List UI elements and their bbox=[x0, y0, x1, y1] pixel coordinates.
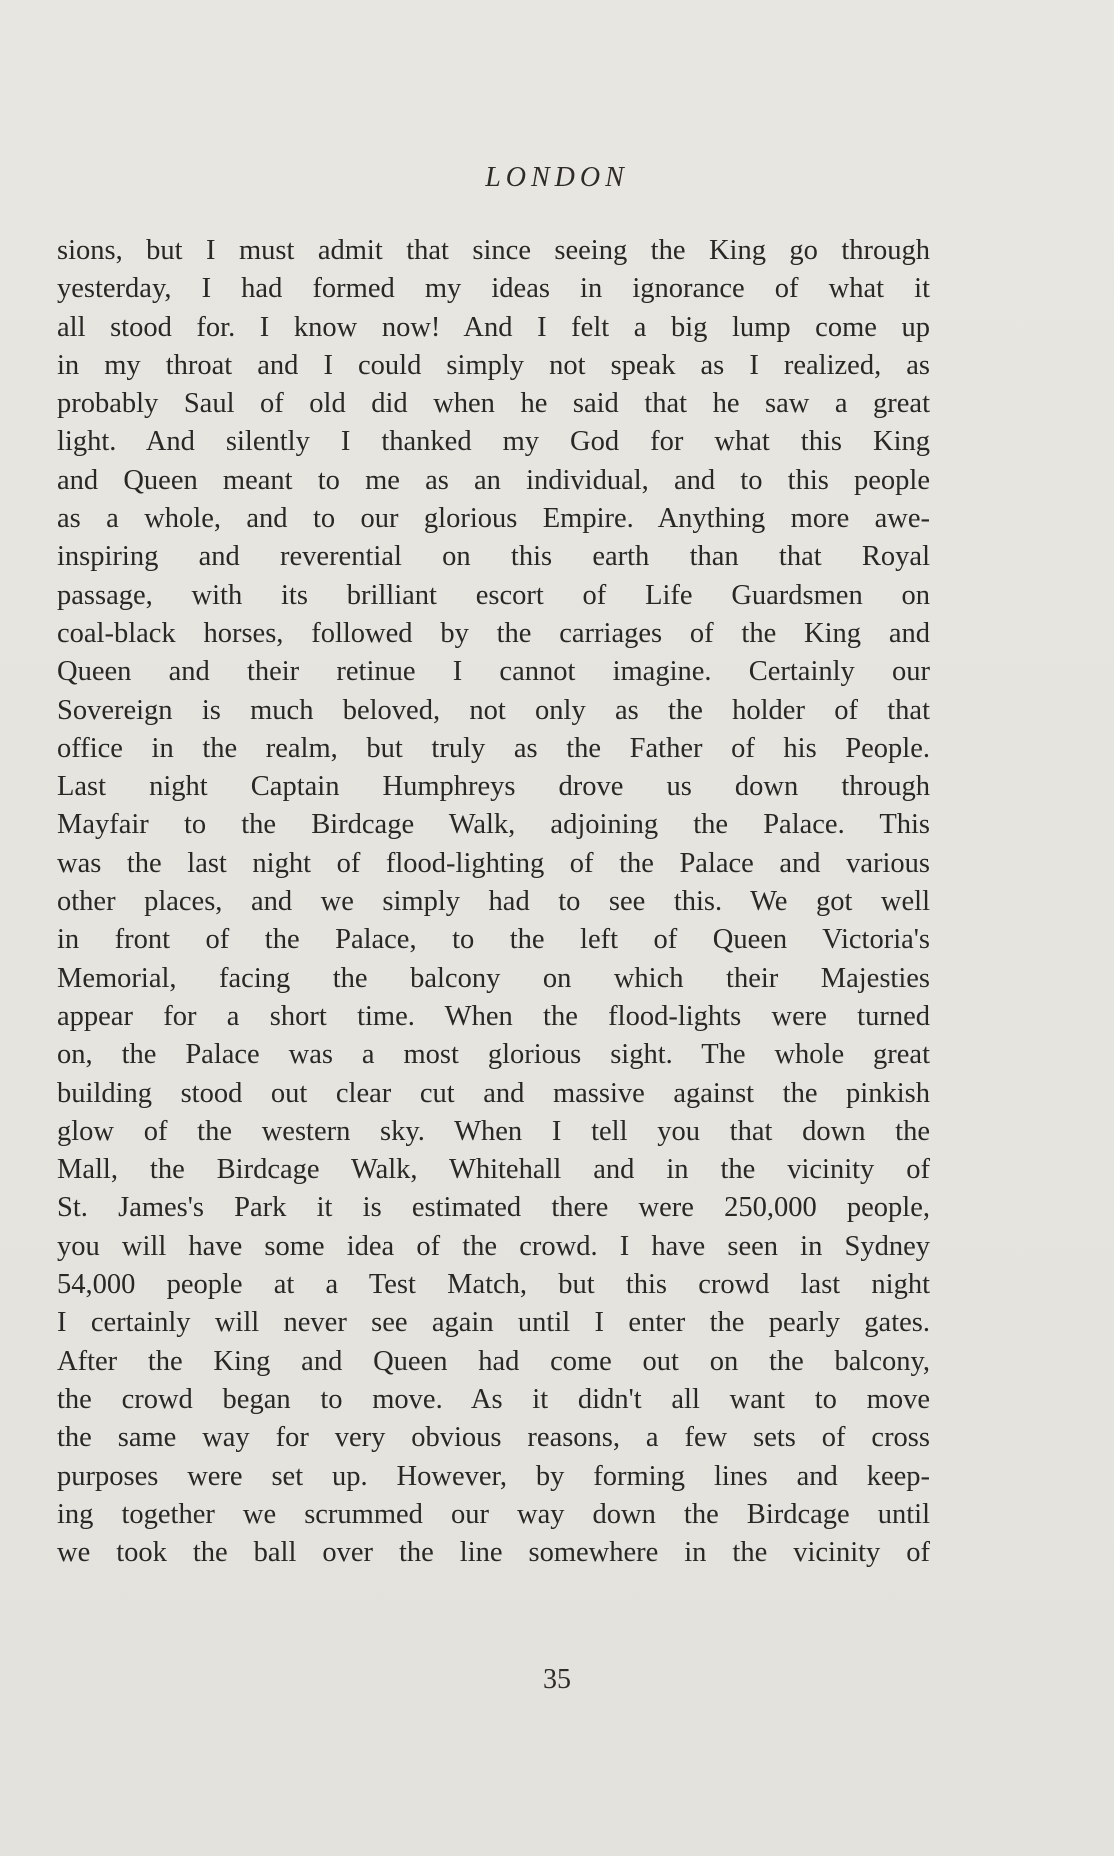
text-line: all stood for. I know now! And I felt a big lump come up bbox=[57, 311, 930, 343]
text-line: Mall, the Birdcage Walk, Whitehall and in the vicinity of bbox=[57, 1154, 930, 1186]
text-line: the crowd began to move. As it didn't all want to move bbox=[57, 1383, 930, 1415]
text-line: Last night Captain Humphreys drove us down through bbox=[57, 771, 930, 803]
text-line: Memorial, facing the balcony on which their Majesties bbox=[57, 962, 930, 994]
text-line: office in the realm, but truly as the Father of his People. bbox=[57, 732, 930, 764]
text-line: we took the ball over the line somewhere in the vicinity of bbox=[57, 1537, 930, 1569]
text-line: in my throat and I could simply not speak as I realized, as bbox=[57, 349, 930, 381]
text-line: and Queen meant to me as an individual, and to this people bbox=[57, 464, 930, 496]
text-line: on, the Palace was a most glorious sight. The whole great bbox=[57, 1039, 930, 1071]
text-line: you will have some idea of the crowd. I have seen in Sydney bbox=[57, 1230, 930, 1262]
text-line: After the King and Queen had come out on the balcony, bbox=[57, 1345, 930, 1377]
body-text bbox=[57, 232, 930, 1572]
text-line: appear for a short time. When the flood-lights were turned bbox=[57, 1000, 930, 1032]
text-line: sions, but I must admit that since seeing the King go through bbox=[57, 235, 930, 266]
text-line: probably Saul of old did when he said that he saw a great bbox=[57, 388, 930, 420]
text-line: inspiring and reverential on this earth than that Royal bbox=[57, 541, 930, 573]
page-number: 35 bbox=[543, 1664, 571, 1695]
text-line: coal-black horses, followed by the carriages of the King and bbox=[57, 617, 930, 649]
text-line: other places, and we simply had to see this. We got well bbox=[57, 886, 930, 918]
text-line: St. James's Park it is estimated there were 250,000 people, bbox=[57, 1192, 930, 1224]
text-line: passage, with its brilliant escort of Life Guardsmen on bbox=[57, 579, 930, 611]
text-line: in front of the Palace, to the left of Queen Victoria's bbox=[57, 924, 930, 956]
text-line: purposes were set up. However, by forming lines and keep- bbox=[57, 1460, 930, 1492]
running-head: LONDON bbox=[485, 162, 629, 193]
text-line: I certainly will never see again until I enter the pearly gates. bbox=[57, 1307, 930, 1339]
text-line: as a whole, and to our glorious Empire. Anything more awe- bbox=[57, 503, 930, 535]
text-line: light. And silently I thanked my God for what this King bbox=[57, 426, 930, 458]
text-line: Queen and their retinue I cannot imagine. Certainly our bbox=[57, 656, 930, 688]
text-line: glow of the western sky. When I tell you that down the bbox=[57, 1115, 930, 1147]
text-line: 54,000 people at a Test Match, but this crowd last night bbox=[57, 1269, 930, 1301]
text-line: the same way for very obvious reasons, a few sets of cross bbox=[57, 1422, 930, 1454]
text-line: was the last night of flood-lighting of the Palace and various bbox=[57, 847, 930, 879]
text-line: yesterday, I had formed my ideas in ignorance of what it bbox=[57, 273, 930, 305]
text-line: ing together we scrummed our way down the Birdcage until bbox=[57, 1498, 930, 1530]
text-line: building stood out clear cut and massive against the pinkish bbox=[57, 1077, 930, 1109]
text-line: Mayfair to the Birdcage Walk, adjoining the Palace. This bbox=[57, 809, 930, 841]
text-line: Sovereign is much beloved, not only as the holder of that bbox=[57, 694, 930, 726]
